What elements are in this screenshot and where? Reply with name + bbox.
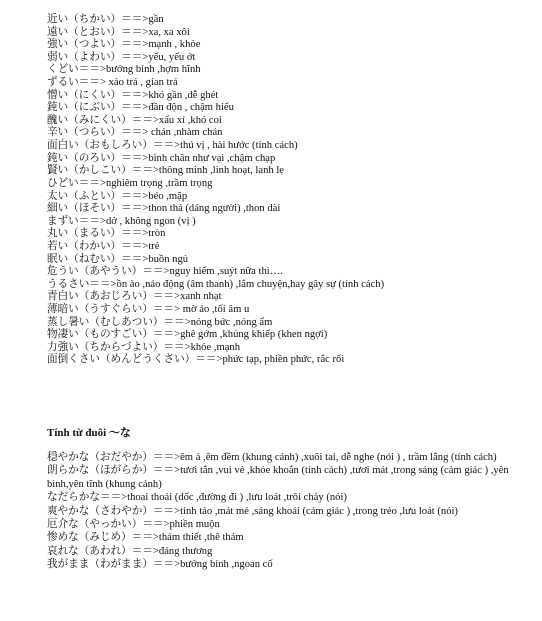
- list-item: 惨めな（みじめ）＝＝>thảm thiết ,thê thảm: [47, 532, 244, 544]
- list-item: 蒸し暑い（むしあつい）＝＝>nóng bức ,nóng ẩm: [47, 316, 273, 328]
- list-item: 遠い（とおい）＝＝>xa, xa xôi: [47, 26, 190, 38]
- list-item: 眠い（ねむい）＝＝>buồn ngủ: [47, 253, 189, 265]
- list-item: 細い（ほそい）＝＝>thon thả (dáng người) ,thon dài: [47, 203, 281, 215]
- list-item: 危うい（あやうい）＝＝>nguy hiểm ,suýt nữa thì….: [47, 266, 283, 278]
- list-item: 面白い（おもしろい）＝＝>thú vị , hài hước (tính cách): [47, 140, 298, 152]
- list-item: 爽やかな（さわやか）＝＝>tỉnh táo ,mát mẻ ,sảng khoái (cảm giác ) ,trong trẻo ,lưu loát (nói): [47, 505, 458, 517]
- list-item: 青白い（あおじろい）＝＝>xanh nhạt: [47, 291, 222, 303]
- list-item: ひどい＝＝>nghiêm trọng ,trầm trọng: [47, 177, 213, 189]
- list-item: 太い（ふとい）＝＝>béo ,mập: [47, 190, 188, 202]
- list-item: 朗らかな（ほがらか）＝＝>tươi tắn ,vui vẻ ,khỏe khoắn (tính cách) ,tươi mát ,trong sáng (cảm giác ) ,yên bình,yên tĩnh (khung cảnh): [47, 465, 509, 490]
- section-heading: Tính từ đuôi ～な: [47, 427, 131, 439]
- list-item: 弱い（よわい）＝＝>yếu, yếu ớt: [47, 51, 196, 63]
- list-item: 辛い（つらい）＝＝> chán ,nhàm chán: [47, 127, 223, 139]
- list-item: 鈍い（のろい）＝＝>bình chân như vại ,chậm chạp: [47, 152, 276, 164]
- adjective-i-list: [47, 14, 527, 367]
- list-item: なだらかな＝＝>thoai thoải (dốc ,đường đi ) ,lưu loát ,trôi chảy (nói): [47, 492, 347, 504]
- list-item: 力強い（ちからづよい）＝＝>khỏe ,mạnh: [47, 341, 241, 353]
- list-item: 薄暗い（うすぐらい）＝＝> mờ ảo ,tối âm u: [47, 304, 250, 316]
- list-item: 醜い（みにくい）＝＝>xấu xí ,khó coi: [47, 114, 222, 126]
- list-item: 賢い（かしこい）＝＝>thông minh ,linh hoạt, lanh lẹ: [47, 165, 284, 177]
- list-item: まずい＝＝>dở , không ngon (vị ): [47, 215, 196, 227]
- list-item: 物凄い（ものすごい）＝＝>ghê gớm ,khủng khiếp (khen ngợi): [47, 329, 328, 341]
- list-item: 穏やかな（おだやか）＝＝>êm ả ,êm đềm (khung cảnh) ,xuôi tai, dễ nghe (nói ) , trầm lắng (tính cách): [47, 452, 497, 463]
- list-item: 哀れな（あわれ）＝＝>đáng thương: [47, 545, 213, 557]
- list-item: 我がまま（わがまま）＝＝>bướng bỉnh ,ngoan cố: [47, 559, 273, 571]
- list-item: 憎い（にくい）＝＝>khó gần ,dễ ghét: [47, 89, 219, 101]
- list-item: くどい＝＝>bướng bỉnh ,hợm hĩnh: [47, 64, 201, 76]
- list-item: うるさい＝＝>ồn ào ,náo động (âm thanh) ,lắm chuyện,hay gây sự (tính cách): [47, 278, 385, 290]
- list-item: ずるい＝＝> xảo trá , gian trá: [47, 77, 178, 89]
- list-item: 強い（つよい）＝＝>mạnh , khỏe: [47, 39, 201, 51]
- list-item: 鈍い（にぶい）＝＝>đần độn , chậm hiểu: [47, 102, 234, 114]
- list-item: 厄介な（やっかい）＝＝>phiền muộn: [47, 519, 220, 531]
- list-item: 面倒くさい（めんどうくさい）＝＝>phức tạp, phiền phức, rắc rối: [47, 354, 345, 366]
- list-item: 近い（ちかい）＝＝>gần: [47, 14, 164, 25]
- adjective-na-list: [47, 451, 517, 572]
- list-item: 丸い（まるい）＝＝>tròn: [47, 228, 166, 240]
- list-item: 若い（わかい）＝＝>trẻ: [47, 240, 160, 252]
